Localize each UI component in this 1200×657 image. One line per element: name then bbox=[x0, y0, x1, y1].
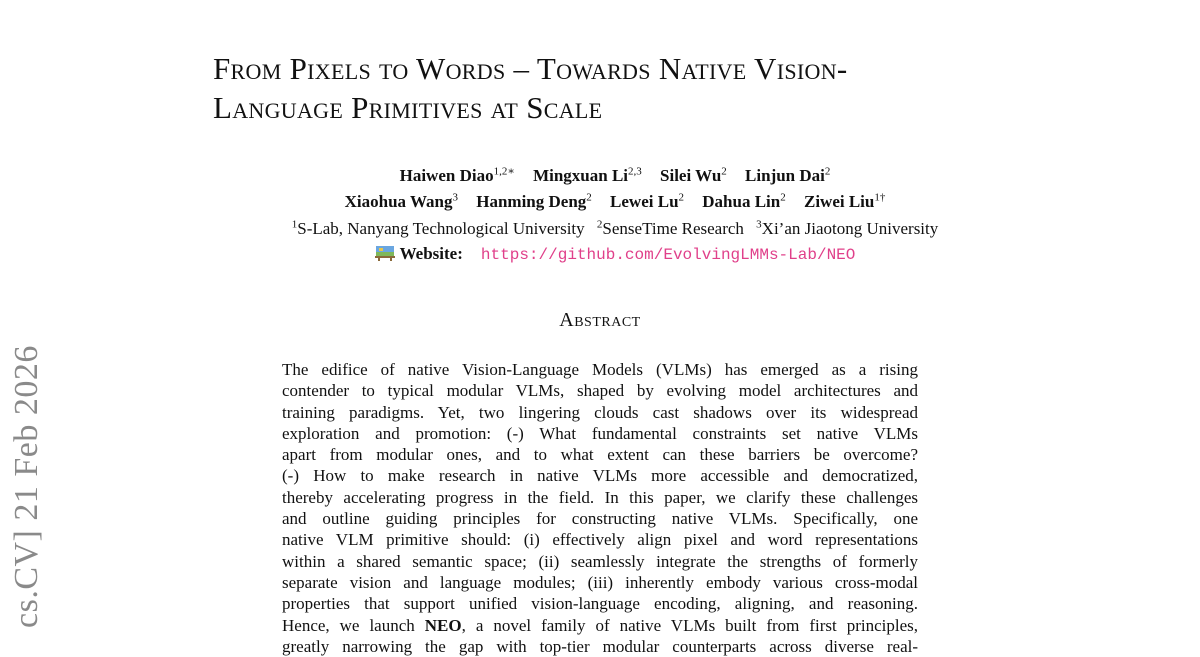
author-row-2 bbox=[200, 187, 1030, 214]
abstract-line: exploration and promotion: (-) What fundamental constraints set native VLMs bbox=[282, 423, 918, 443]
abstract-line: greatly narrowing the gap with top-tier modular counterparts across diverse real- bbox=[282, 636, 918, 656]
abstract-line: properties that support unified vision-language encoding, aligning, and reasoning. bbox=[282, 594, 918, 614]
abstract-line: The edifice of native Vision-Language Models (VLMs) has emerged as a rising bbox=[282, 360, 918, 379]
affiliation: $^2$SenseTime Research bbox=[596, 218, 744, 238]
author: Haiwen Diao$^{1,2∗}$ bbox=[399, 165, 515, 185]
abstract-heading: Abstract bbox=[559, 309, 641, 331]
abstract-line: contender to typical modular VLMs, shaped by evolving model architectures and bbox=[282, 381, 918, 401]
affiliations bbox=[200, 213, 1030, 240]
model-name-neo: NEO bbox=[424, 615, 462, 635]
author-block bbox=[200, 160, 1030, 268]
author: Linjun Dai$^2$ bbox=[745, 165, 831, 185]
author: Xiaohua Wang$^3$ bbox=[344, 191, 458, 212]
author: Mingxuan Li$^{2,3}$ bbox=[533, 165, 642, 185]
author: Ziwei Liu$^{1\dagger}$ bbox=[803, 191, 886, 212]
abstract-line: apart from modular ones, and to what extent can these barriers be overcome? bbox=[282, 445, 918, 465]
author: Silei Wu$^2$ bbox=[660, 165, 727, 185]
author-row-1 bbox=[200, 160, 1030, 187]
website-icon bbox=[375, 245, 395, 261]
website-link[interactable]: https://github.com/EvolvingLMMs-Lab/NEO bbox=[480, 245, 856, 264]
author: Dahua Lin$^2$ bbox=[702, 191, 786, 212]
paper-title bbox=[213, 49, 1033, 127]
abstract-line: separate vision and language modules; (iii) inherently embody various cross-modal bbox=[282, 572, 918, 592]
author: Lewei Lu$^2$ bbox=[610, 191, 685, 212]
abstract-line: training paradigms. Yet, two lingering clouds cast shadows over its widespread bbox=[282, 402, 918, 422]
website-label: Website: bbox=[399, 243, 463, 263]
website-line bbox=[200, 241, 1030, 268]
abstract-line: thereby accelerating progress in the field. In this paper, we clarify these challenges bbox=[282, 487, 918, 507]
abstract-line: within a shared semantic space; (ii) seamlessly integrate the strengths of formerly bbox=[282, 551, 918, 571]
abstract-line: Hence, we launch NEO, a novel family of native VLMs built from first principles, bbox=[282, 615, 918, 635]
title-line-2: Language Primitives at Scale bbox=[213, 90, 603, 125]
author: Hanming Deng$^2$ bbox=[476, 191, 592, 212]
affiliation: $^1$S-Lab, Nanyang Technological University bbox=[291, 218, 585, 238]
arxiv-identifier-stamp: cs.CV] 21 Feb 2026 bbox=[8, 345, 45, 628]
abstract-line: and outline guiding principles for constructing native VLMs. Specifically, one bbox=[282, 509, 918, 529]
title-line-1: From Pixels to Words – Towards Native Vision- bbox=[213, 51, 848, 86]
abstract-line: native VLM primitive should: (i) effectively align pixel and word representations bbox=[282, 530, 918, 550]
affiliation: $^3$Xi’an Jiaotong University bbox=[756, 218, 939, 238]
abstract-line: (-) How to make research in native VLMs more accessible and democratized, bbox=[282, 466, 918, 486]
abstract-text bbox=[282, 359, 918, 657]
